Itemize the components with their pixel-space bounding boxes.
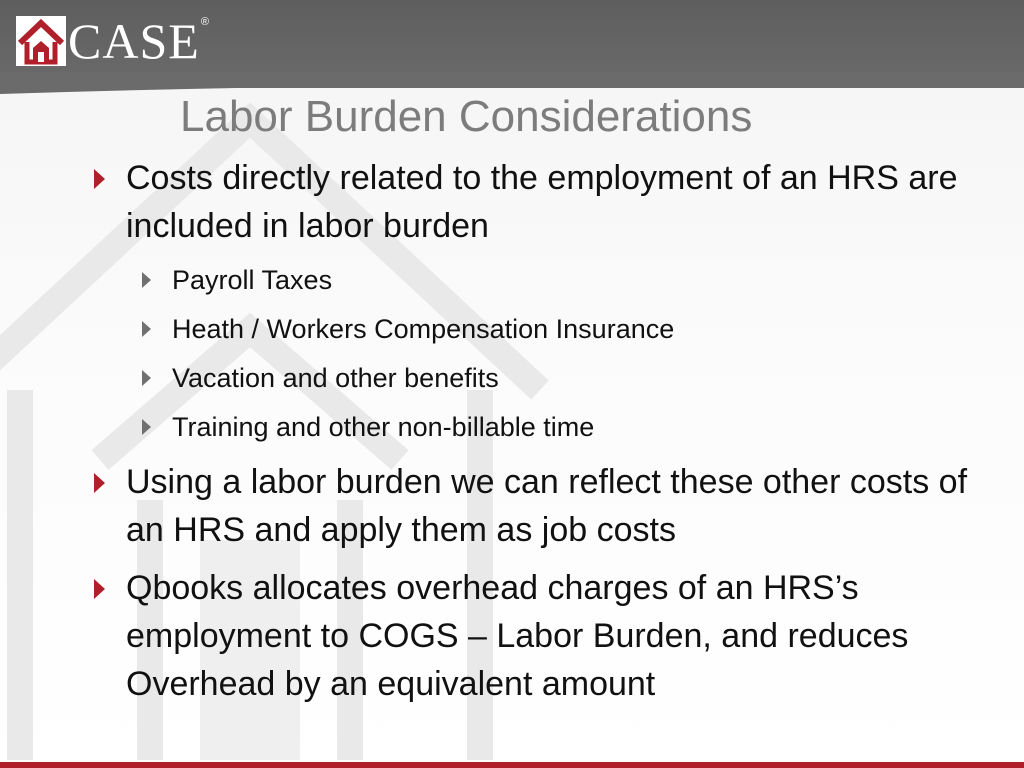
- bullet-item: [88, 458, 1000, 554]
- bullet-text: Costs directly related to the employment of an HRS are included in labor burden: [126, 159, 958, 245]
- house-logo-icon: [16, 16, 66, 66]
- registered-mark: ®: [200, 16, 209, 28]
- bullet-item: [88, 154, 1000, 250]
- sub-bullet-text: Training and other non-billable time: [172, 412, 595, 442]
- bullet-text: Using a labor burden we can reflect these other costs of an HRS and apply them as job costs: [126, 463, 968, 549]
- logo-wordmark: CASE: [68, 13, 200, 69]
- bullet-arrow-icon: [94, 473, 105, 493]
- sub-bullet-item: [88, 354, 1000, 403]
- bullet-spacer: [88, 554, 1000, 564]
- sub-bullet-arrow-icon: [142, 419, 151, 435]
- sub-bullet-text: Vacation and other benefits: [172, 363, 499, 393]
- sub-bullet-text: Payroll Taxes: [172, 265, 333, 295]
- sub-bullet-list: [88, 256, 1000, 452]
- sub-bullet-arrow-icon: [142, 272, 151, 288]
- bullet-arrow-icon: [94, 169, 105, 189]
- bullet-item: [88, 564, 1000, 708]
- bullet-list: [88, 154, 1000, 708]
- sub-bullet-item: [88, 403, 1000, 452]
- bullet-arrow-icon: [94, 579, 105, 599]
- footer-accent-line: [0, 762, 1024, 768]
- sub-bullet-arrow-icon: [142, 321, 151, 337]
- sub-bullet-item: [88, 256, 1000, 305]
- sub-bullet-text: Heath / Workers Compensation Insurance: [172, 314, 675, 344]
- bullet-text: Qbooks allocates overhead charges of an HRS’s employment to COGS – Labor Burden, and reduces Overhead by an equivalent amount: [126, 569, 909, 703]
- sub-bullet-arrow-icon: [142, 370, 151, 386]
- case-logo: [16, 14, 209, 68]
- sub-bullet-item: [88, 305, 1000, 354]
- slide-title: Labor Burden Considerations: [180, 92, 753, 141]
